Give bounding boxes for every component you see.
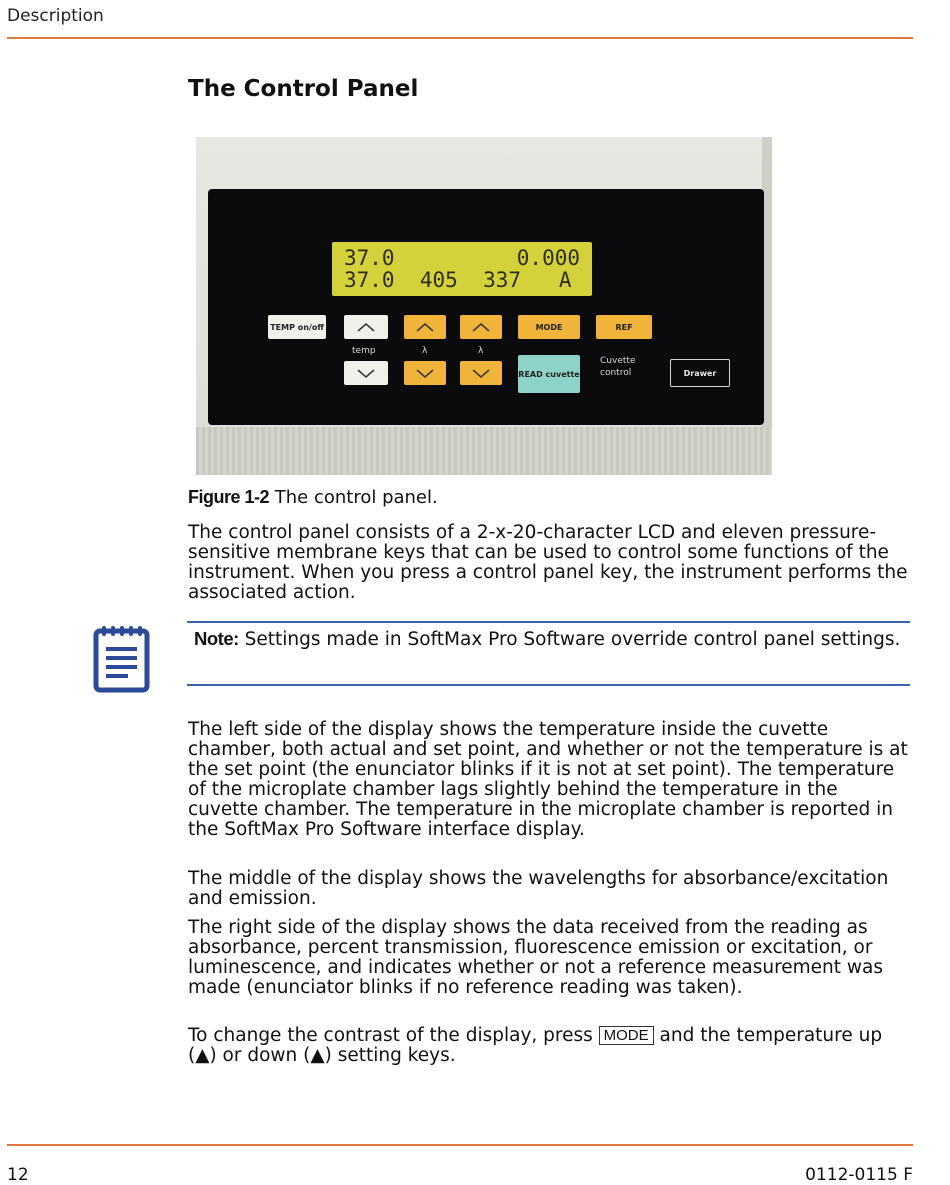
note-body: Settings made in SoftMax Pro Software override control panel settings. bbox=[238, 629, 901, 650]
document-id: 0112-0115 F bbox=[805, 1165, 913, 1185]
temp-label: temp bbox=[352, 346, 376, 356]
running-header: Description bbox=[7, 6, 104, 26]
note-text bbox=[194, 628, 904, 651]
temp-onoff-key: TEMP on/off bbox=[268, 315, 326, 339]
chevron-up-icon bbox=[355, 321, 377, 333]
chevron-up-icon bbox=[470, 321, 492, 333]
lcd-row1-left: 37.0 bbox=[344, 246, 395, 270]
notepad-icon bbox=[93, 625, 150, 693]
temp-up-key bbox=[344, 315, 388, 339]
section-title: The Control Panel bbox=[188, 76, 419, 102]
contrast-text-pre: To change the contrast of the display, press bbox=[188, 1025, 599, 1046]
right-side-paragraph: The right side of the display shows the data received from the reading as absorbance, percent transmission, fluorescence emission or excitation, or luminescence, and indicates whether or not a reference measurement was made (enunciator blinks if no reference reading was taken). bbox=[188, 917, 884, 998]
chevron-down-icon bbox=[414, 367, 436, 379]
page-number: 12 bbox=[7, 1165, 29, 1185]
figure-caption-text: The control panel. bbox=[269, 487, 438, 508]
cuvette-control-label: Cuvette control bbox=[600, 356, 636, 378]
lambda-up-key bbox=[404, 315, 446, 339]
ref-key: REF bbox=[596, 315, 652, 339]
read-cuvette-key: READ cuvette bbox=[518, 355, 580, 393]
mode-key-label: MODE bbox=[599, 1026, 654, 1045]
intro-paragraph: The control panel consists of a 2-x-20-character LCD and eleven pressure-sensitive membrane keys that can be used to control some functions of the instrument. When you press a control panel key, the instrument performs the associated action. bbox=[188, 522, 908, 603]
note-bottom-rule bbox=[187, 684, 910, 686]
lambda-down-key bbox=[404, 361, 446, 385]
header-rule bbox=[7, 37, 913, 39]
lambda2-up-key bbox=[460, 315, 502, 339]
footer-rule bbox=[7, 1144, 913, 1146]
control-panel-photo bbox=[196, 137, 772, 475]
note-top-rule bbox=[187, 621, 910, 623]
lcd-row2: 37.0 405 337 A bbox=[344, 268, 572, 292]
lambda-label: λ bbox=[422, 346, 428, 356]
contrast-paragraph bbox=[188, 1026, 913, 1066]
middle-paragraph: The middle of the display shows the wavelengths for absorbance/excitation and emission. bbox=[188, 868, 889, 909]
lcd-row1-right: 0.000 bbox=[516, 246, 580, 270]
panel-face bbox=[208, 189, 764, 425]
mode-key: MODE bbox=[518, 315, 580, 339]
temp-down-key bbox=[344, 361, 388, 385]
figure-label: Figure 1-2 bbox=[188, 487, 270, 507]
lambda2-label: λ bbox=[478, 346, 484, 356]
figure-caption bbox=[188, 487, 438, 508]
drawer-key: Drawer bbox=[670, 359, 730, 387]
contrast-text-post: and the temperature up (▲) or down (▲) setting keys. bbox=[188, 1025, 883, 1066]
note-label: Note: bbox=[194, 628, 239, 649]
lambda2-down-key bbox=[460, 361, 502, 385]
left-side-paragraph: The left side of the display shows the temperature inside the cuvette chamber, both actual and set point, and whether or not the temperature is at the set point (the enunciator blinks if it is not at set point). The temperature of the microplate chamber lags slightly behind the temperature in the cuvette chamber. The temperature in the microplate chamber is reported in the SoftMax Pro Software interface display. bbox=[188, 719, 908, 840]
chevron-up-icon bbox=[414, 321, 436, 333]
chevron-down-icon bbox=[470, 367, 492, 379]
photo-bottom-grille bbox=[196, 427, 772, 475]
lcd-display bbox=[332, 242, 592, 296]
chevron-down-icon bbox=[355, 367, 377, 379]
